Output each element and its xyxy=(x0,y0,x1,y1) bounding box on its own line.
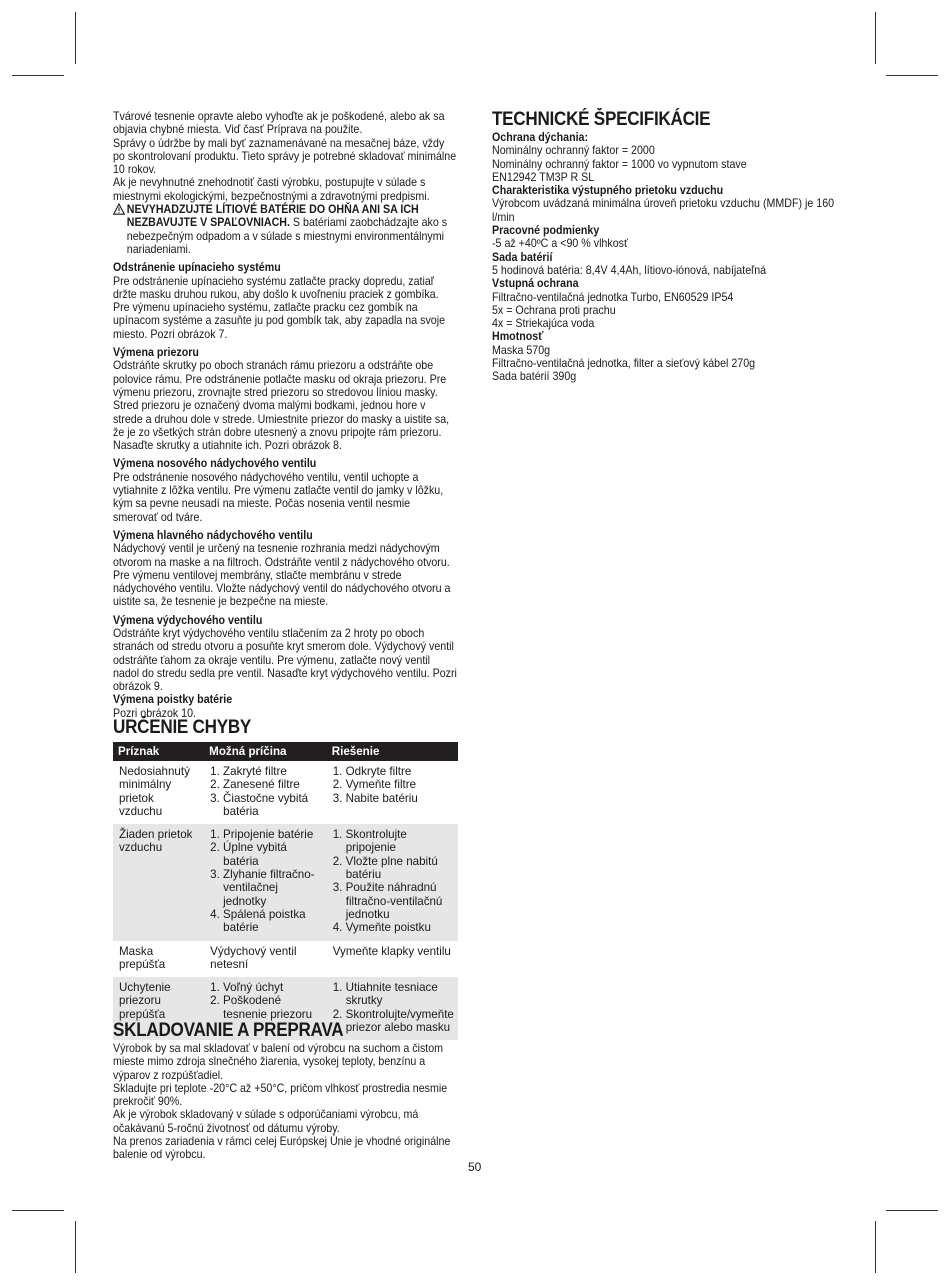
cause-item: 1. Zakryté filtre xyxy=(210,765,287,778)
spec-line: 5x = Ochrana proti prachu xyxy=(492,303,616,317)
intro-paragraph: Správy o údržbe by mali byť zaznamenávané na mesačnej báze, vždy po skontrolovaní produktu. Tieto správy je potrebné skladovať minimálne 10 rokov. xyxy=(113,136,457,177)
cause-item: 4. Spálená poistka batérie xyxy=(210,907,306,935)
solution-item: 3. Nabite batériu xyxy=(332,791,418,805)
cause-item: 1. Pripojenie batérie xyxy=(210,828,314,842)
cause-item: 3. Zlyhanie filtračno-ventilačnej jednotky xyxy=(210,868,315,908)
solution-item: 1. Odkryte filtre xyxy=(332,765,412,778)
storage-paragraph: Skladujte pri teplote -20°C až +50°C, pričom vlhkosť prostredia nesmie prekročiť 90%. xyxy=(113,1081,448,1109)
section-text: Nádychový ventil je určený na tesnenie rozhrania medzi nádychovým otvorom na maske a na filtroch. Odstráňte ventil z nádychového otvoru. Pre výmenu ventilovej membrány, stlačte membránu v strede nádychového ventilu. Vložte nádychový ventil do nádychového otvoru a uistite sa, že tesnenie je bezpečne na mieste. xyxy=(113,542,451,609)
cause-item: Výdychový ventil netesní xyxy=(210,944,297,971)
section-text: Pre odstránenie upínacieho systému zatlačte pracky dopredu, zatiaľ držte masku druhou rukou, aby došlo k uvoľneniu praciek z gombíka. Pre výmenu upínacieho systému, zatlačte pracku cez gombík na upínacom systéme a zasuňte ju pod gombík tak, aby zapadla na svoje miesto. Pozri obrázok 7. xyxy=(113,274,446,341)
section-heading: Výmena výdychového ventilu xyxy=(113,613,263,627)
spec-heading: Pracovné podmienky xyxy=(492,224,600,238)
spec-heading: Vstupná ochrana xyxy=(492,277,579,291)
spec-heading: Sada batérií xyxy=(492,250,553,264)
solution-item: 1. Skontrolujte pripojenie xyxy=(332,828,407,855)
section-heading: Výmena hlavného nádychového ventilu xyxy=(113,528,313,542)
spec-heading: Ochrana dýchania: xyxy=(492,131,589,144)
spec-heading: Hmotnosť xyxy=(492,330,544,344)
symptom-cell: Žiaden prietok vzduchu xyxy=(113,824,204,940)
storage-paragraph: Na prenos zariadenia v rámci celej Európskej Únie je vhodné originálne balenie od výrobcu. xyxy=(113,1135,451,1162)
battery-warning xyxy=(113,203,457,256)
left-column xyxy=(113,110,458,720)
solution-item: 4. Vymeňte poistku xyxy=(332,921,431,935)
table-header-row xyxy=(113,742,458,761)
page-number: 50 xyxy=(468,1160,482,1174)
spec-line: Výrobcom uvádzaná minimálna úroveň prietoku vzduchu (MMDF) je 160 l/min xyxy=(492,197,835,224)
maintenance-text xyxy=(113,110,457,720)
troubleshooting-title: URČENIE CHYBY xyxy=(113,717,252,738)
troubleshooting-rows xyxy=(113,761,458,1040)
specs-list xyxy=(492,131,836,384)
cause-cell xyxy=(204,761,327,824)
solution-item: 2. Vložte plne nabitú batériu xyxy=(332,854,438,882)
solution-item: 1. Utiahnite tesniace skrutky xyxy=(332,981,438,1008)
column-header: Možná príčina xyxy=(204,742,327,761)
table-row xyxy=(113,824,458,940)
cause-item: 2. Úplne vybitá batéria xyxy=(210,841,287,868)
cause-cell xyxy=(204,824,327,940)
intro-paragraph: Tvárové tesnenie opravte alebo vyhoďte ak je poškodené, alebo ak sa objavia chybné miesta. Viď časť Príprava na použite. xyxy=(113,110,445,137)
troubleshooting-section xyxy=(113,717,458,1040)
spec-line: Filtračno-ventilačná jednotka, filter a sieťový kábel 270g xyxy=(492,357,756,371)
spec-line: Sada batérií 390g xyxy=(492,370,577,384)
cause-item: 2. Zanesené filtre xyxy=(210,778,300,792)
table-row xyxy=(113,941,458,978)
crop-mark-top-right-h xyxy=(886,75,938,76)
spec-line: EN12942 TM3P R SL xyxy=(492,170,595,184)
cause-item: 1. Voľný úchyt xyxy=(210,981,284,995)
spec-line: Nominálny ochranný faktor = 1000 vo vypnutom stave xyxy=(492,157,747,171)
specs-title: TECHNICKÉ ŠPECIFIKÁCIE xyxy=(492,109,711,130)
section-text: Pre odstránenie nosového nádychového ventilu, ventil uchopte a vytiahnite z lôžka ventilu. Pre výmenu zatlačte ventil do jamky v lôžku, kým sa pevne neusadí na mieste. Počas nosenia ventil nesmie smerovať od tváre. xyxy=(113,470,444,524)
section-text: Pozri obrázok 10. xyxy=(113,706,197,720)
symptom-cell: Maska prepúšťa xyxy=(119,944,166,971)
section-heading: Výmena nosového nádychového ventilu xyxy=(113,457,317,471)
storage-title: SKLADOVANIE A PREPRAVA xyxy=(113,1020,344,1041)
cause-item: 2. Poškodené tesnenie priezoru xyxy=(210,994,313,1021)
column-header: Príznak xyxy=(113,742,204,761)
storage-section xyxy=(113,1020,458,1162)
warning-text: S batériami zaobchádzajte ako s nebezpečným odpadom a v súlade s miestnymi environmentálnymi nariadeniami. xyxy=(126,216,448,256)
solution-item: 2. Skontrolujte/vymeňte priezor alebo masku xyxy=(332,1007,454,1035)
cause-cell xyxy=(204,941,327,978)
table-row xyxy=(113,761,458,824)
spec-line: Nominálny ochranný faktor = 2000 xyxy=(492,144,655,158)
storage-text xyxy=(113,1042,457,1162)
symptom-cell: Uchytenie priezoru prepúšťa xyxy=(113,977,204,1040)
storage-paragraph: Výrobok by sa mal skladovať v balení od výrobcu na suchom a čistom mieste mimo zdroja slnečného žiarenia, vysokej teploty, benzínu a výparov z rozpúšťadiel. xyxy=(113,1042,444,1082)
cause-item: 3. Čiastočne vybitá batéria xyxy=(210,791,309,818)
solution-cell xyxy=(327,824,458,940)
solution-item: 2. Vymeňte filtre xyxy=(332,778,417,792)
section-text: Odstráňte skrutky po oboch stranách rámu priezoru a odstráňte obe polovice rámu. Pre odstránenie potlačte masku od okraja priezoru. Pre výmenu priezoru, zrovnajte stred priezoru so stredovou líniou masky. Stred priezoru je označený dvoma malými bodkami, jednou hore v strede a druhou dole v strede. Umiestnite priezor do masky a uistite sa, že je zo všetkých strán dobre utesnený a znovu pripojte rám priezoru. Nasaďte skrutky a utiahnite ich. Pozri obrázok 8. xyxy=(113,359,450,453)
section-heading: Výmena poistky batérie xyxy=(113,693,233,707)
troubleshooting-table xyxy=(113,742,458,1040)
warning-bold-text: NEVYHADZUJTE LÍTIOVÉ BATÉRIE DO OHŇA ANI SA ICH NEZBAVUJTE V SPAĽOVNIACH. xyxy=(126,203,419,230)
crop-mark-top-right-v xyxy=(875,12,876,64)
crop-mark-bottom-right-h xyxy=(886,1210,938,1211)
right-column xyxy=(492,110,837,384)
section-text: Odstráňte kryt výdychového ventilu stlačením za 2 hroty po oboch stranách od stredu otvoru a posuňte kryt smerom dole. Výdychový ventil odstráňte ťahom za okraje ventilu. Pre výmenu, zatlačte nový ventil nadol do stredu sedla pre ventil. Nasaďte kryt výdychového ventilu. Pozri obrázok 9. xyxy=(113,626,457,694)
spec-heading: Charakteristika výstupného prietoku vzduchu xyxy=(492,184,724,198)
spec-line: Maska 570g xyxy=(492,343,551,357)
spec-line: -5 až +40ºC a <90 % vlhkosť xyxy=(492,237,628,251)
crop-mark-bottom-right-v xyxy=(875,1221,876,1273)
column-header: Riešenie xyxy=(327,742,458,761)
crop-mark-top-left-v xyxy=(75,12,76,64)
crop-mark-top-left-h xyxy=(12,75,64,76)
solution-cell xyxy=(327,761,458,824)
storage-paragraph: Ak je výrobok skladovaný v súlade s odporúčaniami výrobcu, má očakávanú 5-ročnú životnosť od dátumu výroby. xyxy=(113,1108,419,1135)
spec-line: Filtračno-ventilačná jednotka Turbo, EN60529 IP54 xyxy=(492,290,734,304)
spec-line: 5 hodinová batéria: 8,4V 4,4Ah, lítiovo-iónová, nabíjateľná xyxy=(492,263,767,277)
solution-cell xyxy=(327,941,458,978)
crop-mark-bottom-left-v xyxy=(75,1221,76,1273)
solution-item: Vymeňte klapky ventilu xyxy=(332,944,451,958)
solution-item: 3. Použite náhradnú filtračno-ventilačnú jednotku xyxy=(332,881,443,921)
symptom-cell: Nedosiahnutý minimálny prietok vzduchu xyxy=(119,765,190,818)
crop-mark-bottom-left-h xyxy=(12,1210,64,1211)
section-heading: Výmena priezoru xyxy=(113,346,199,360)
intro-paragraph: Ak je nevyhnutné znehodnotiť časti výrobku, postupujte v súlade s miestnymi ekologickými, bezpečnostnými a zdravotnými predpismi. xyxy=(113,176,430,203)
spec-line: 4x = Striekajúca voda xyxy=(492,317,595,331)
warning-triangle-icon xyxy=(113,203,127,256)
section-heading: Odstránenie upínacieho systému xyxy=(113,261,281,275)
